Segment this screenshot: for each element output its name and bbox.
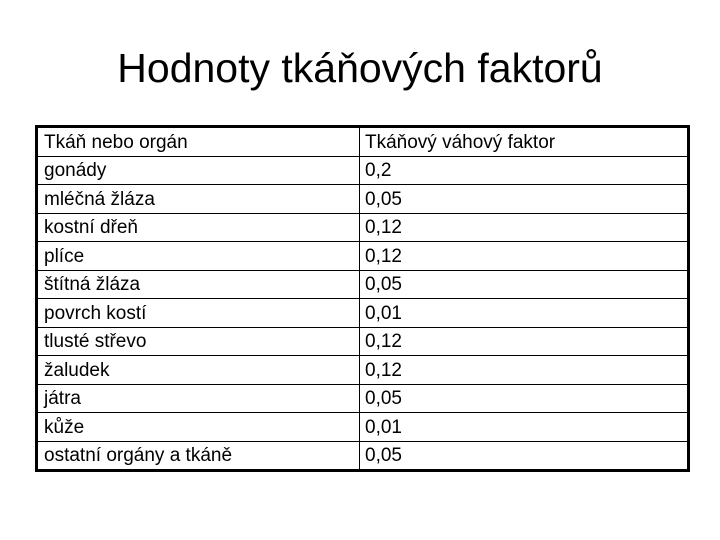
table-row bbox=[37, 384, 689, 413]
factor-cell: 0,05 bbox=[360, 384, 689, 413]
factor-cell: 0,12 bbox=[360, 327, 689, 356]
factor-cell: 0,12 bbox=[360, 242, 689, 271]
tissue-cell: kostní dřeň bbox=[37, 213, 360, 242]
factor-cell: 0,05 bbox=[360, 270, 689, 299]
tissue-cell: kůže bbox=[37, 413, 360, 442]
table-row bbox=[37, 356, 689, 385]
factor-cell: 0,01 bbox=[360, 299, 689, 328]
table-row bbox=[37, 242, 689, 271]
tissue-factors-table bbox=[35, 125, 690, 472]
tissue-cell: játra bbox=[37, 384, 360, 413]
tissue-cell: žaludek bbox=[37, 356, 360, 385]
factor-cell: 0,01 bbox=[360, 413, 689, 442]
table-row bbox=[37, 185, 689, 214]
table-header-row bbox=[37, 127, 689, 157]
tissue-cell: povrch kostí bbox=[37, 299, 360, 328]
column-header-factor: Tkáňový váhový faktor bbox=[360, 127, 689, 157]
tissue-cell: tlusté střevo bbox=[37, 327, 360, 356]
tissue-cell: ostatní orgány a tkáně bbox=[37, 441, 360, 471]
factor-cell: 0,2 bbox=[360, 156, 689, 185]
table-row bbox=[37, 270, 689, 299]
factor-cell: 0,12 bbox=[360, 356, 689, 385]
table-row bbox=[37, 413, 689, 442]
tissue-cell: gonády bbox=[37, 156, 360, 185]
table-row bbox=[37, 213, 689, 242]
table-row bbox=[37, 441, 689, 471]
tissue-cell: plíce bbox=[37, 242, 360, 271]
factor-cell: 0,05 bbox=[360, 441, 689, 471]
factor-cell: 0,05 bbox=[360, 185, 689, 214]
table-row bbox=[37, 327, 689, 356]
table-row bbox=[37, 156, 689, 185]
tissue-cell: mléčná žláza bbox=[37, 185, 360, 214]
table-row bbox=[37, 299, 689, 328]
column-header-tissue: Tkáň nebo orgán bbox=[37, 127, 360, 157]
page-title: Hodnoty tkáňových faktorů bbox=[117, 45, 603, 91]
factor-cell: 0,12 bbox=[360, 213, 689, 242]
tissue-cell: štítná žláza bbox=[37, 270, 360, 299]
